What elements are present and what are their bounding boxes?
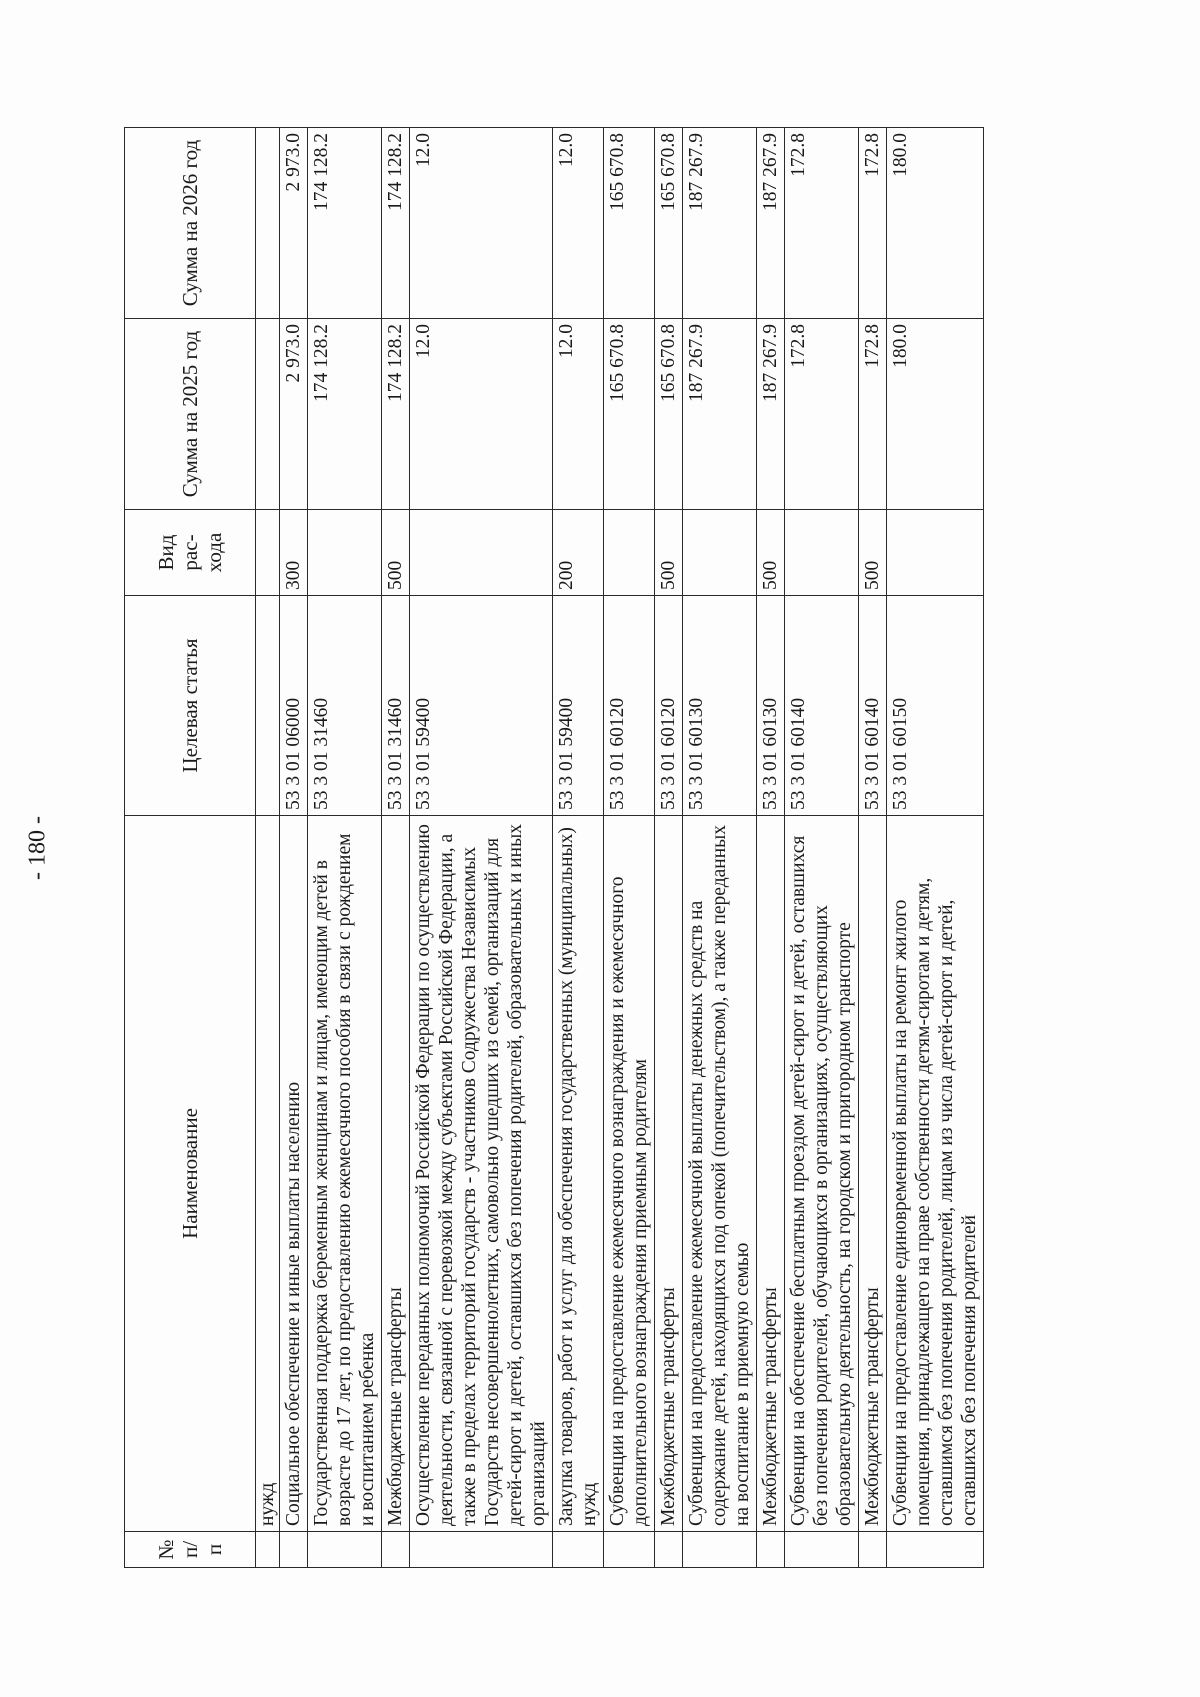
cell-num xyxy=(859,1532,887,1568)
table-row xyxy=(859,128,887,1568)
table-row xyxy=(308,128,382,1568)
cell-name: Субвенции на предоставление ежемесячной выплаты денежных средств на содержание детей, находящихся под опекой (попечительством), а также переданных на воспитание в приемную семью xyxy=(683,816,757,1532)
cell-name: Субвенции на предоставление единовременной выплаты на ремонт жилого помещения, принадлежащего на праве собственности детям-сиротам и детям, оставшимся без попечения родителей, лицам из числа детей-сирот и детей, оставшихся без попечения родителей xyxy=(887,816,984,1532)
cell-name: Межбюджетные трансферты xyxy=(382,816,410,1532)
cell-vid: 500 xyxy=(382,510,410,596)
cell-sum-2026: 172.8 xyxy=(859,128,887,319)
cell-name: Закупка товаров, работ и услуг для обеспечения государственных (муниципальных) нужд xyxy=(553,816,604,1532)
cell-sum-2025: 174 128.2 xyxy=(308,319,382,510)
cell-code: 53 3 01 60150 xyxy=(887,596,984,816)
cell-vid: 200 xyxy=(553,510,604,596)
cell-code xyxy=(256,596,280,816)
cell-sum-2025: 2 973.0 xyxy=(280,319,308,510)
header-name: Наименование xyxy=(125,816,256,1532)
cell-sum-2025: 187 267.9 xyxy=(683,319,757,510)
cell-sum-2026 xyxy=(256,128,280,319)
cell-code: 53 3 01 59400 xyxy=(410,596,553,816)
cell-sum-2025: 174 128.2 xyxy=(382,319,410,510)
header-num: № п/п xyxy=(125,1532,256,1568)
table-row xyxy=(785,128,859,1568)
cell-name: Межбюджетные трансферты xyxy=(757,816,785,1532)
cell-sum-2026: 12.0 xyxy=(553,128,604,319)
cell-sum-2025: 187 267.9 xyxy=(757,319,785,510)
cell-name: Межбюджетные трансферты xyxy=(655,816,683,1532)
cell-sum-2025 xyxy=(256,319,280,510)
cell-sum-2026: 2 973.0 xyxy=(280,128,308,319)
header-vid: Вид рас-хода xyxy=(125,510,256,596)
cell-vid xyxy=(785,510,859,596)
rotated-table-container xyxy=(124,128,1069,1568)
cell-sum-2025: 165 670.8 xyxy=(604,319,655,510)
page-number: - 180 - xyxy=(24,816,51,880)
cell-sum-2026: 174 128.2 xyxy=(382,128,410,319)
cell-code: 53 3 01 60120 xyxy=(655,596,683,816)
cell-num xyxy=(887,1532,984,1568)
cell-vid: 500 xyxy=(655,510,683,596)
table-row xyxy=(256,128,280,1568)
cell-vid xyxy=(683,510,757,596)
cell-code: 53 3 01 60120 xyxy=(604,596,655,816)
cell-code: 53 3 01 60130 xyxy=(757,596,785,816)
cell-sum-2025: 12.0 xyxy=(553,319,604,510)
cell-code: 53 3 01 60140 xyxy=(859,596,887,816)
table-header-row xyxy=(125,128,256,1568)
cell-vid xyxy=(887,510,984,596)
cell-num xyxy=(683,1532,757,1568)
cell-name: Государственная поддержка беременным женщинам и лицам, имеющим детей в возрасте до 17 лет, по предоставлению ежемесячного пособия в связи с рождением и воспитанием ребенка xyxy=(308,816,382,1532)
cell-vid xyxy=(410,510,553,596)
cell-sum-2026: 12.0 xyxy=(410,128,553,319)
table-row xyxy=(553,128,604,1568)
budget-table xyxy=(124,127,984,1568)
cell-num xyxy=(757,1532,785,1568)
cell-vid xyxy=(308,510,382,596)
cell-code: 53 3 01 06000 xyxy=(280,596,308,816)
cell-sum-2025: 12.0 xyxy=(410,319,553,510)
table-row xyxy=(280,128,308,1568)
cell-vid: 500 xyxy=(757,510,785,596)
cell-num xyxy=(604,1532,655,1568)
cell-code: 53 3 01 31460 xyxy=(382,596,410,816)
cell-sum-2026: 172.8 xyxy=(785,128,859,319)
cell-name: Субвенции на обеспечение бесплатным проездом детей-сирот и детей, оставшихся без попечения родителей, обучающихся в организациях, осуществляющих образовательную деятельность, на городском и пригородном транспорте xyxy=(785,816,859,1532)
cell-num xyxy=(553,1532,604,1568)
cell-sum-2026: 180.0 xyxy=(887,128,984,319)
cell-num xyxy=(655,1532,683,1568)
table-row xyxy=(655,128,683,1568)
cell-num xyxy=(280,1532,308,1568)
cell-sum-2026: 187 267.9 xyxy=(683,128,757,319)
cell-vid: 300 xyxy=(280,510,308,596)
cell-sum-2026: 165 670.8 xyxy=(604,128,655,319)
cell-sum-2025: 172.8 xyxy=(785,319,859,510)
table-row xyxy=(887,128,984,1568)
cell-vid xyxy=(604,510,655,596)
cell-name: Осуществление переданных полномочий Российской Федерации по осуществлению деятельности, связанной с перевозкой между субъектами Российской Федерации, а также в пределах территорий государств - участников Содружества Независимых Государств несовершеннолетних, самовольно ушедших из семей, организаций для детей-сирот и детей, оставшихся без попечения родителей, образовательных и иных организаций xyxy=(410,816,553,1532)
cell-name: Субвенции на предоставление ежемесячного вознаграждения и ежемесячного дополнительного вознаграждения приемным родителям xyxy=(604,816,655,1532)
cell-sum-2025: 165 670.8 xyxy=(655,319,683,510)
cell-sum-2025: 180.0 xyxy=(887,319,984,510)
cell-num xyxy=(785,1532,859,1568)
cell-num xyxy=(256,1532,280,1568)
cell-code: 53 3 01 59400 xyxy=(553,596,604,816)
cell-code: 53 3 01 31460 xyxy=(308,596,382,816)
cell-num xyxy=(308,1532,382,1568)
table-row xyxy=(604,128,655,1568)
cell-sum-2026: 174 128.2 xyxy=(308,128,382,319)
header-sum-2026: Сумма на 2026 год xyxy=(125,128,256,319)
table-row xyxy=(757,128,785,1568)
table-row xyxy=(683,128,757,1568)
cell-name: Межбюджетные трансферты xyxy=(859,816,887,1532)
cell-name: нужд xyxy=(256,816,280,1532)
cell-name: Социальное обеспечение и иные выплаты населению xyxy=(280,816,308,1532)
cell-vid xyxy=(256,510,280,596)
cell-vid: 500 xyxy=(859,510,887,596)
cell-sum-2025: 172.8 xyxy=(859,319,887,510)
cell-sum-2026: 187 267.9 xyxy=(757,128,785,319)
cell-num xyxy=(382,1532,410,1568)
cell-sum-2026: 165 670.8 xyxy=(655,128,683,319)
table-row xyxy=(382,128,410,1568)
cell-code: 53 3 01 60130 xyxy=(683,596,757,816)
header-sum-2025: Сумма на 2025 год xyxy=(125,319,256,510)
cell-num xyxy=(410,1532,553,1568)
table-row xyxy=(410,128,553,1568)
cell-code: 53 3 01 60140 xyxy=(785,596,859,816)
header-code: Целевая статья xyxy=(125,596,256,816)
